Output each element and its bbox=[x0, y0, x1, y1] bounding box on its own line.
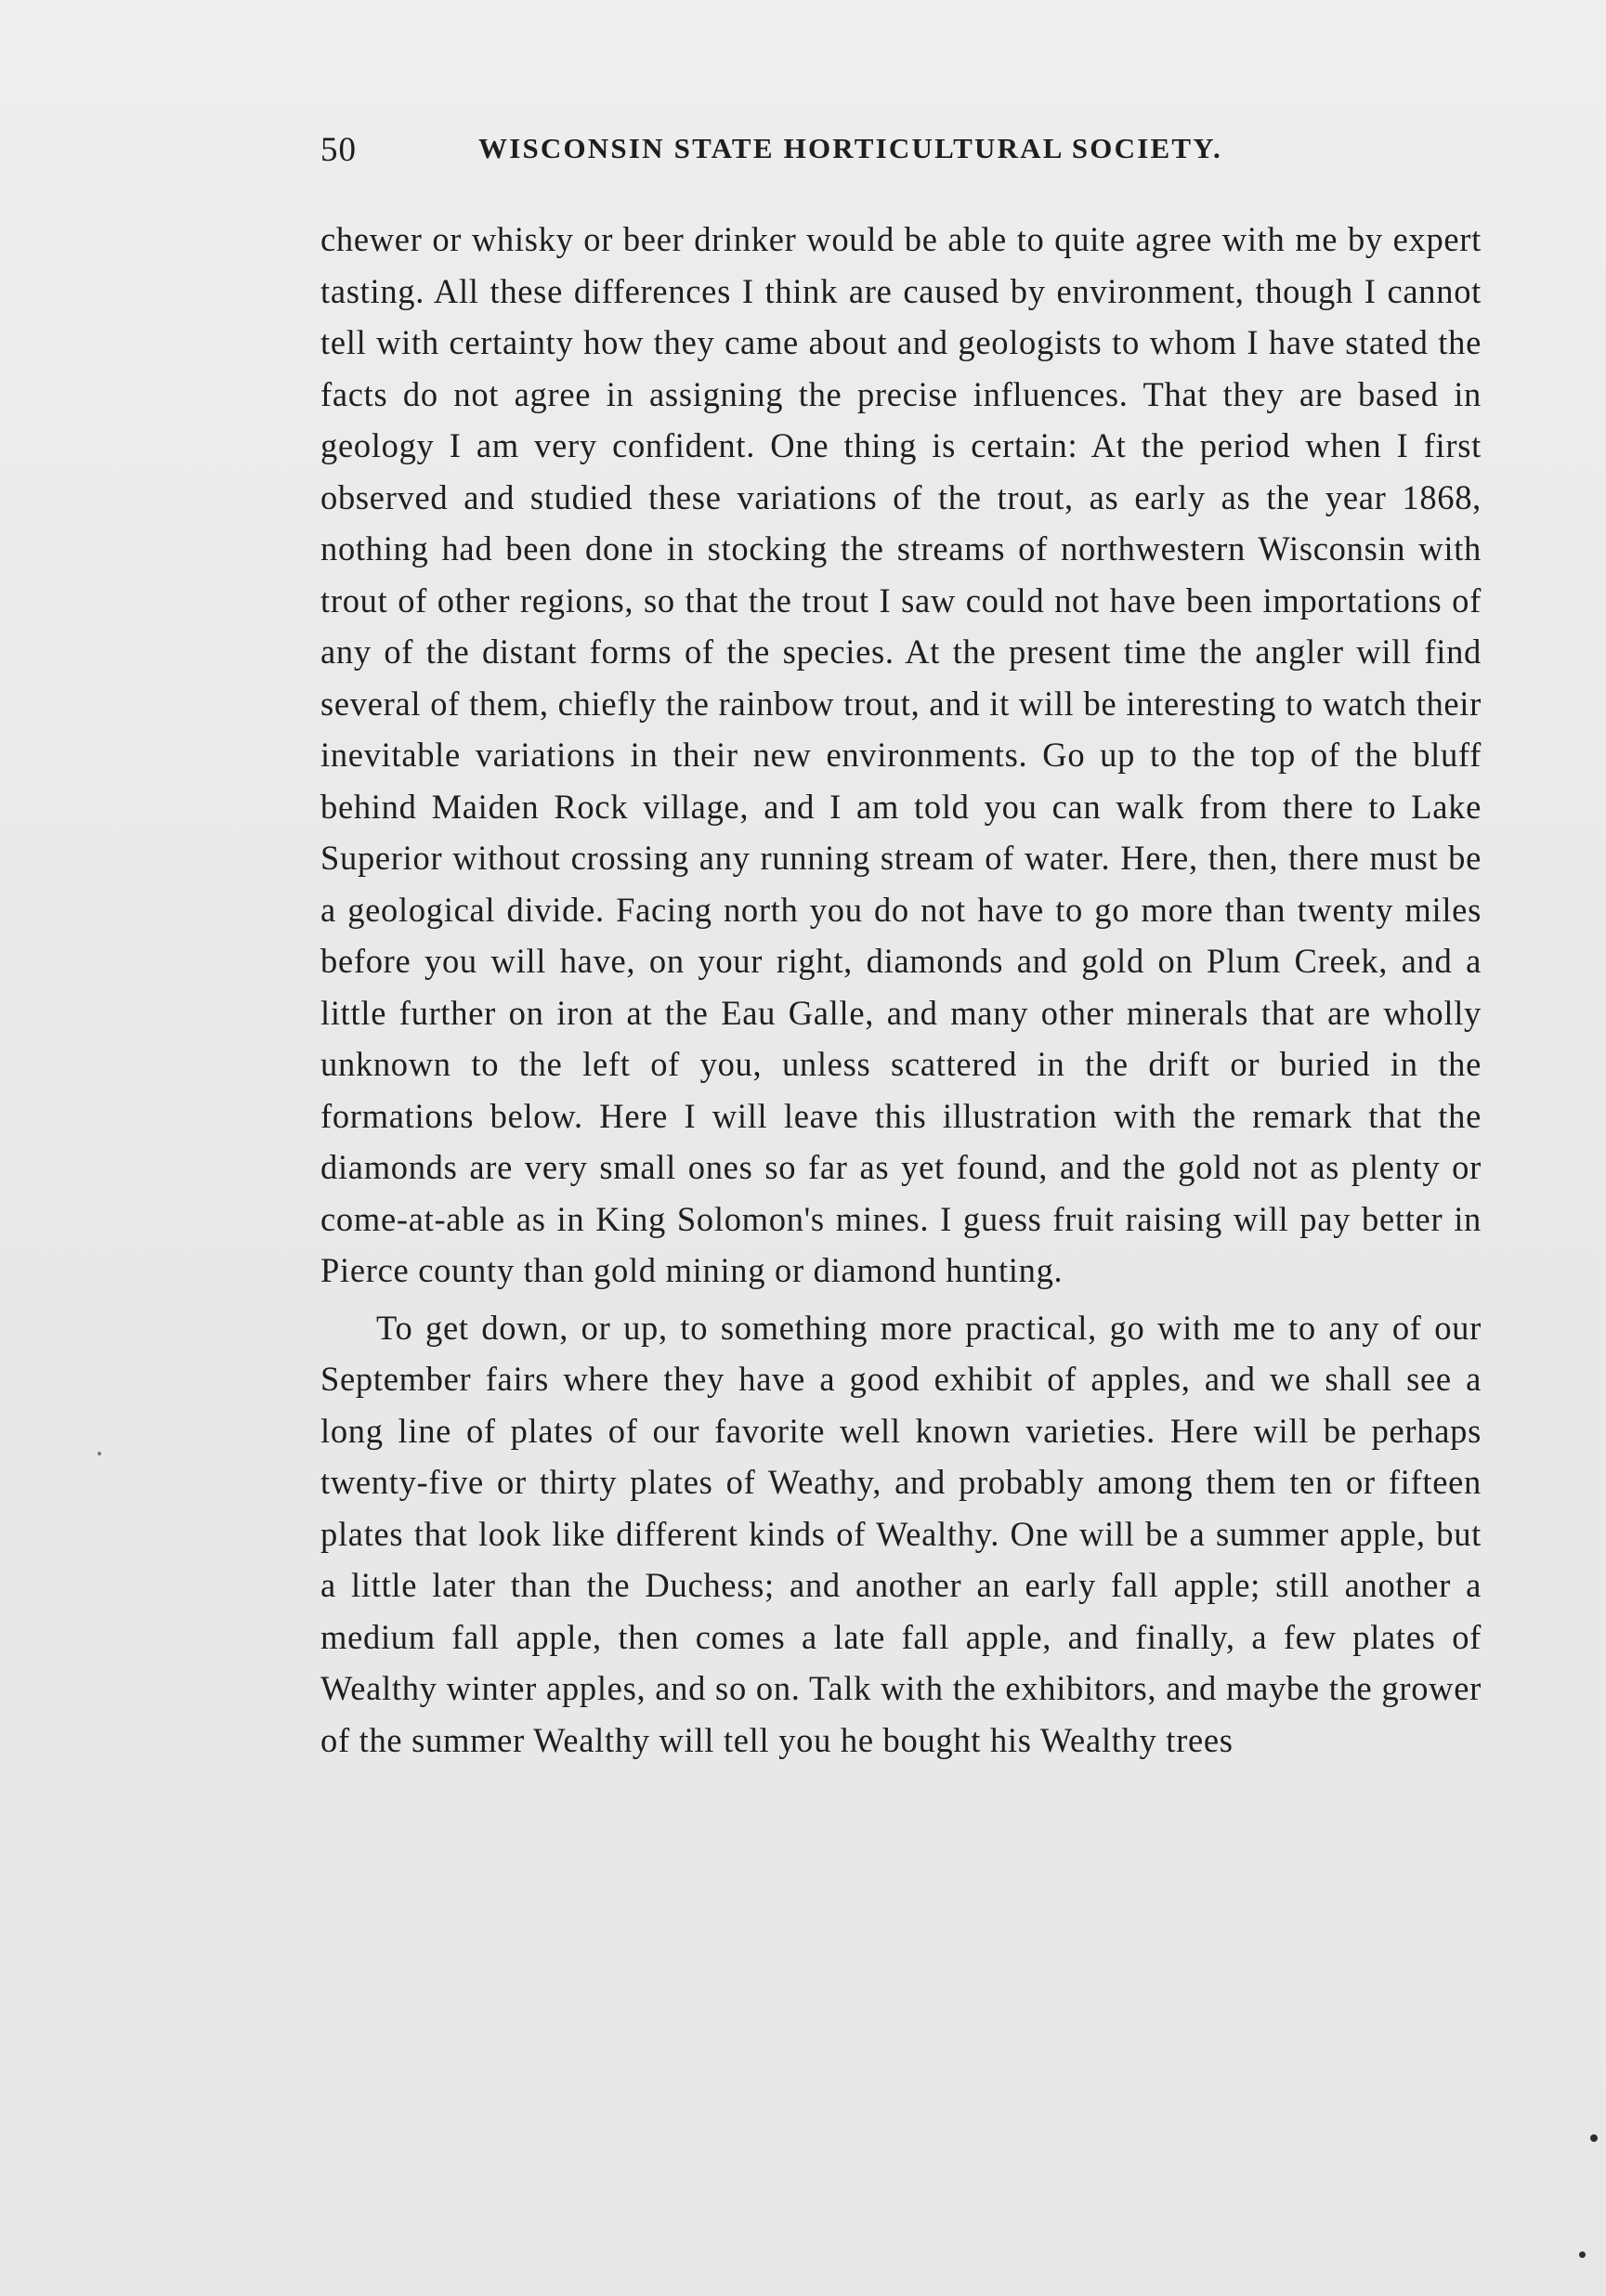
page-header bbox=[320, 130, 1500, 176]
running-head: WISCONSIN STATE HORTICULTURAL SOCIETY. bbox=[478, 132, 1222, 164]
scan-speck bbox=[1579, 2251, 1586, 2258]
scan-speck bbox=[1590, 2134, 1598, 2142]
paragraph-fairs: To get down, or up, to something more practical, go with me to any of our September fairs where they have a good exhibit of apples, and we shall see a long line of plates of our favorite well known varieties. Here will be perhaps twenty-five or thirty plates of Weathy, and probably among them ten or fifteen plates that look like different kinds of Wealthy. One will be a summer apple, but a little later than the Duchess; and another an early fall apple; still another a medium fall apple, then comes a late fall apple, and finally, a few plates of Wealthy winter apples, and so on. Talk with the exhibitors, and maybe the grower of the summer Wealthy will tell you he bought his Wealthy trees bbox=[320, 1308, 1482, 1759]
scan-speck bbox=[98, 1452, 101, 1455]
body-text bbox=[320, 214, 1482, 1766]
paragraph-continued: chewer or whisky or beer drinker would be able to quite agree with me by expert tasting. All these differences I think are caused by environment, though I cannot tell with certainty how they came about and geologists to whom I have stated the facts do not agree in assigning the precise influences. That they are based in geology I am very confident. One thing is certain: At the period when I first observed and studied these variations of the trout, as early as the year 1868, nothing had been done in stocking the streams of northwestern Wisconsin with trout of other regions, so that the trout I saw could not have been importations of any of the distant forms of the species. At the present time the angler will find several of them, chiefly the rainbow trout, and it will be interesting to watch their inevitable variations in their new environments. Go up to the top of the bluff behind Maiden Rock village, and I am told you can walk from there to Lake Superior without crossing any running stream of water. Here, then, there must be a geological divide. Facing north you do not have to go more than twenty miles before you will have, on your right, diamonds and gold on Plum Creek, and a little further on iron at the Eau Galle, and many other minerals that are wholly unknown to the left of you, unless scattered in the drift or buried in the formations below. Here I will leave this illustration with the remark that the diamonds are very small ones so far as yet found, and the gold not as plenty or come-at-able as in King Solomon's mines. I guess fruit raising will pay better in Pierce county than gold mining or diamond hunting. bbox=[320, 220, 1482, 1289]
page-number: 50 bbox=[320, 131, 357, 169]
